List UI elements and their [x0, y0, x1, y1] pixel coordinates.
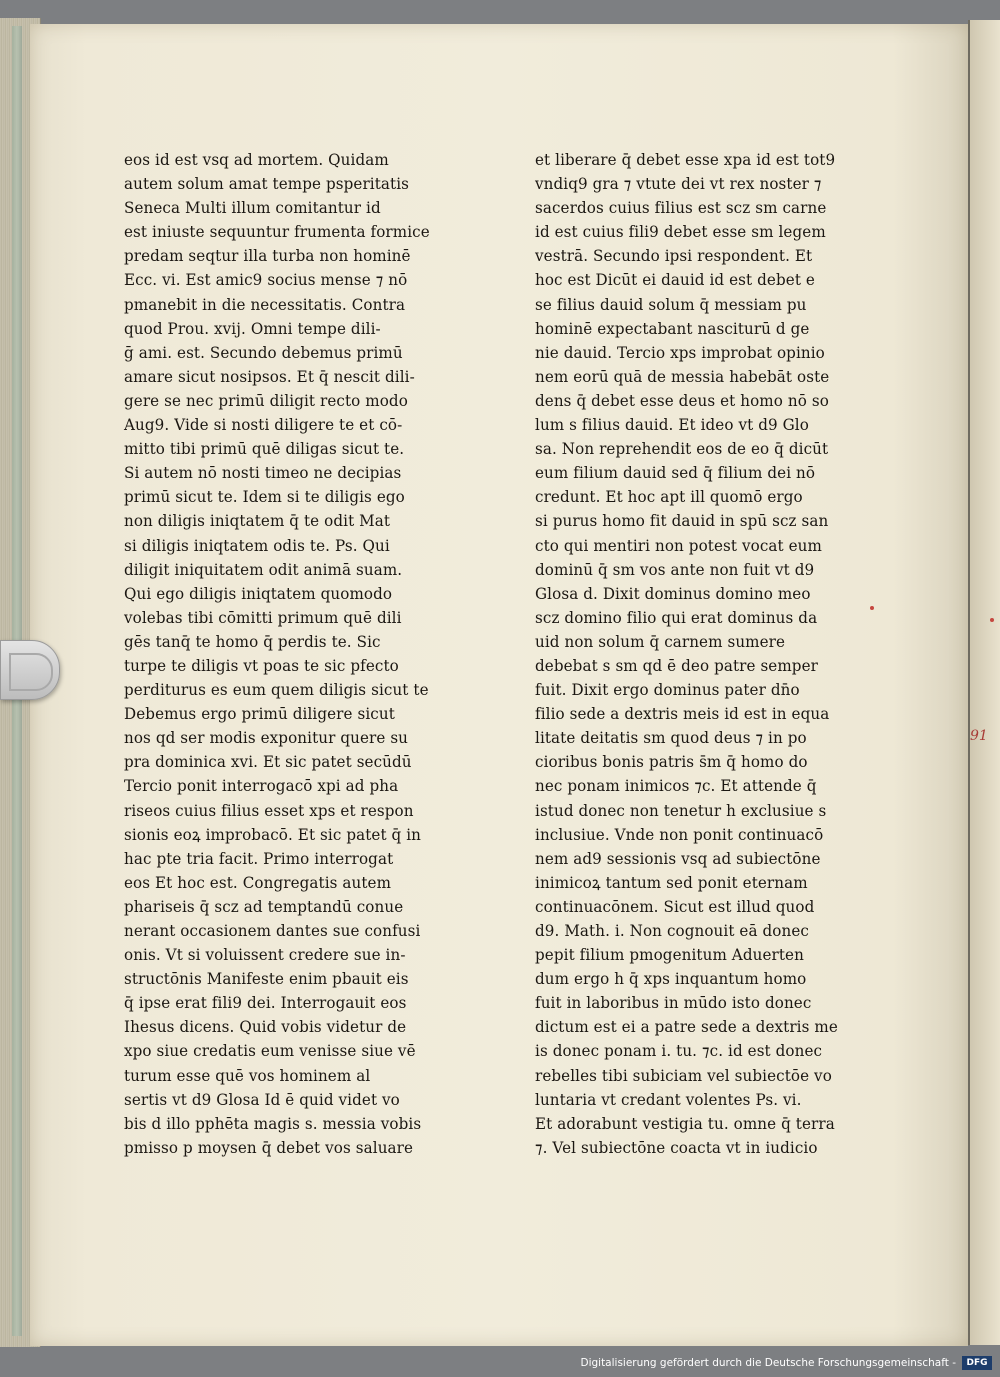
- text-line: perditurus es eum quem diligis sicut te: [124, 681, 429, 700]
- text-line: dictum est ei a patre sede a dextris me: [535, 1018, 838, 1037]
- text-line: volebas tibi cōmitti primum quē dili: [124, 608, 402, 627]
- clip-inner-loop: [9, 653, 53, 691]
- text-line: Ihesus dicens. Quid vobis videtur de: [124, 1018, 407, 1037]
- text-line: se filius dauid solum q̄ messiam pu: [535, 295, 807, 314]
- text-line: Ecc. vi. Est amic9 socius mense ⁊ nō: [124, 271, 408, 290]
- text-line: nem eorū quā de messia habebāt oste: [535, 367, 830, 386]
- text-line: Et adorabunt vestigia tu. omne q̄ terra: [535, 1114, 835, 1133]
- text-line: est iniuste sequuntur frumenta formice: [124, 223, 430, 242]
- text-line: gere se nec primū diligit recto modo: [124, 391, 408, 410]
- text-line: litate deitatis sm quod deus ⁊ in po: [535, 729, 807, 748]
- text-line: nem ad9 sessionis vsq ad subiectōne: [535, 849, 821, 868]
- text-line: Debemus ergo primū diligere sicut: [124, 705, 395, 724]
- text-line: sertis vt d9 Glosa Id ē quid videt vo: [124, 1090, 400, 1109]
- text-line: structōnis Manifeste enim pbauit eis: [124, 970, 409, 989]
- text-line: dominū q̄ sm vos ante non fuit vt d9: [535, 560, 815, 579]
- text-line: inclusiue. Vnde non ponit continuacō: [535, 825, 824, 844]
- text-line: predam seqtur illa turba non hominē: [124, 247, 411, 266]
- text-line: Si autem nō nosti timeo ne decipias: [124, 464, 402, 483]
- text-line: sa. Non reprehendit eos de eo q̄ dicūt: [535, 440, 829, 459]
- text-line: fuit. Dixit ergo dominus pater dn̄o: [535, 681, 800, 700]
- text-line: is donec ponam i. tu. ⁊c. id est donec: [535, 1042, 823, 1061]
- text-column-left: [124, 148, 464, 1160]
- text-line: ⁊. Vel subiectōne coacta vt in iudicio: [535, 1138, 818, 1157]
- text-line: dens q̄ debet esse deus et homo nō so: [535, 391, 829, 410]
- text-line: diligit iniquitatem odit animā suam.: [124, 560, 403, 579]
- text-line: eos Et hoc est. Congregatis autem: [124, 873, 392, 892]
- text-line: bis d illo pphēta magis s. messia vobis: [124, 1114, 422, 1133]
- text-line: vndiq9 gra ⁊ vtute dei vt rex noster ⁊: [535, 175, 822, 194]
- text-line: pharisеis q̄ scz ad temptandū conue: [124, 897, 404, 916]
- red-ink-mark: [990, 618, 994, 622]
- text-line: filio sede a dextris meis id est in equa: [535, 705, 830, 724]
- text-line: Seneca Multi illum comitantur id: [124, 199, 381, 218]
- text-line: pra dominica xvi. Et sic patet secūdū: [124, 753, 412, 772]
- dfg-logo-icon: DFG: [962, 1356, 992, 1370]
- page-clip-icon: [0, 640, 60, 700]
- text-line: si purus homo fit dauid in spū scz san: [535, 512, 829, 531]
- text-line: quod Prou. xvij. Omni tempe dili-: [124, 319, 381, 338]
- text-line: luntaria vt credant volentes Ps. vi.: [535, 1090, 802, 1109]
- text-line: xpo siue credatis eum venisse siue vē: [124, 1042, 416, 1061]
- text-line: sionis eoꝝ improbacō. Et sic patet q̄ in: [124, 825, 422, 844]
- text-line: nos qd ser modis exponitur quere su: [124, 729, 409, 748]
- text-line: pmanebit in die necessitatis. Contra: [124, 295, 406, 314]
- text-line: Tercio ponit interrogacō xpi ad pha: [124, 777, 399, 796]
- facing-page-edge: [968, 20, 1000, 1345]
- text-line: ḡ ami. est. Secundo debemus primū: [124, 343, 403, 362]
- text-line: pepit filium pmogenitum Aduerten: [535, 946, 804, 965]
- text-line: nie dauid. Tercio xps improbat opinio: [535, 343, 825, 362]
- text-line: continuacōnem. Sicut est illud quod: [535, 897, 815, 916]
- text-line: sacerdos cuius filius est scz sm carne: [535, 199, 827, 218]
- red-ink-mark: [870, 606, 874, 610]
- text-line: non diligis iniqtatem q̄ te odit Mat: [124, 512, 391, 531]
- text-line: d9. Math. i. Non cognouit eā donec: [535, 922, 809, 940]
- text-line: Aug9. Vide si nosti diligere te et cō-: [124, 416, 403, 435]
- text-line: eum filium dauid sed q̄ filium dei nō: [535, 464, 816, 483]
- text-line: turpe te diligis vt poas te sic pfecto: [124, 656, 399, 675]
- text-line: eos id est vsq ad mortem. Quidam: [124, 151, 389, 169]
- text-line: cioribus bonis patris s̄m q̄ homo do: [535, 753, 808, 772]
- text-line: debebat s sm qd ē deo patre semper: [535, 656, 818, 675]
- text-line: q̄ ipse erat fili9 dei. Interrogauit eos: [124, 994, 407, 1013]
- text-line: fuit in laboribus in mūdo isto donec: [535, 994, 812, 1013]
- text-line: turum esse quē vos hominem al: [124, 1066, 371, 1085]
- text-line: dum ergo h q̄ xps inquantum homo: [535, 970, 807, 989]
- text-line: primū sicut te. Idem si te diligis ego: [124, 488, 405, 507]
- text-column-right: [535, 148, 875, 1160]
- text-line: riseos cuius filius esset xps et respon: [124, 801, 414, 820]
- text-line: gēs tanq̄ te homo q̄ perdis te. Sic: [124, 632, 381, 651]
- marginal-note: 91: [970, 728, 988, 744]
- text-line: lum s filius dauid. Et ideo vt d9 Glo: [535, 416, 809, 435]
- text-line: hac pte tria facit. Primo interrogat: [124, 849, 394, 868]
- text-line: istud donec non tenetur h exclusiue s: [535, 801, 827, 820]
- text-line: mitto tibi primū quē diligas sicut te.: [124, 440, 405, 459]
- text-line: si diligis iniqtatem odis te. Ps. Qui: [124, 536, 390, 555]
- footer-credit: Digitalisierung gefördert durch die Deutsche Forschungsgemeinschaft -: [580, 1357, 956, 1369]
- text-line: amare sicut nosipsos. Et q̄ nescit dili-: [124, 367, 415, 386]
- text-line: hominē expectabant nasciturū d ge: [535, 319, 810, 338]
- text-line: Glosa d. Dixit dominus domino meo: [535, 584, 811, 603]
- text-line: et liberare q̄ debet esse xpa id est tot9: [535, 151, 836, 169]
- text-line: cto qui mentiri non potest vocat eum: [535, 536, 822, 555]
- text-line: Qui ego diligis iniqtatem quomodo: [124, 584, 393, 603]
- text-line: pmisso p moysen q̄ debet vos saluare: [124, 1138, 414, 1157]
- text-line: rebelles tibi subiciam vel subiectōe vo: [535, 1066, 832, 1085]
- text-line: scz domino filio qui erat dominus da: [535, 608, 818, 627]
- text-line: credunt. Et hoc apt ill quomō ergo: [535, 488, 803, 507]
- text-line: nerant occasionem dantes sue confusi: [124, 922, 421, 940]
- text-line: vestrā. Secundo ipsi respondent. Et: [535, 247, 813, 266]
- text-line: autem solum amat tempe psperitatis: [124, 175, 410, 194]
- text-line: uid non solum q̄ carnem sumere: [535, 632, 786, 651]
- text-line: onis. Vt si voluissent credere sue in-: [124, 946, 406, 965]
- text-line: inimicoꝝ tantum sed ponit eternam: [535, 873, 808, 892]
- text-line: nec ponam inimicos ⁊c. Et attende q̄: [535, 777, 817, 796]
- footer-bar: [0, 1347, 1000, 1377]
- text-line: id est cuius fili9 debet esse sm legem: [535, 223, 826, 242]
- text-line: hoc est Dicūt ei dauid id est debet e: [535, 271, 815, 290]
